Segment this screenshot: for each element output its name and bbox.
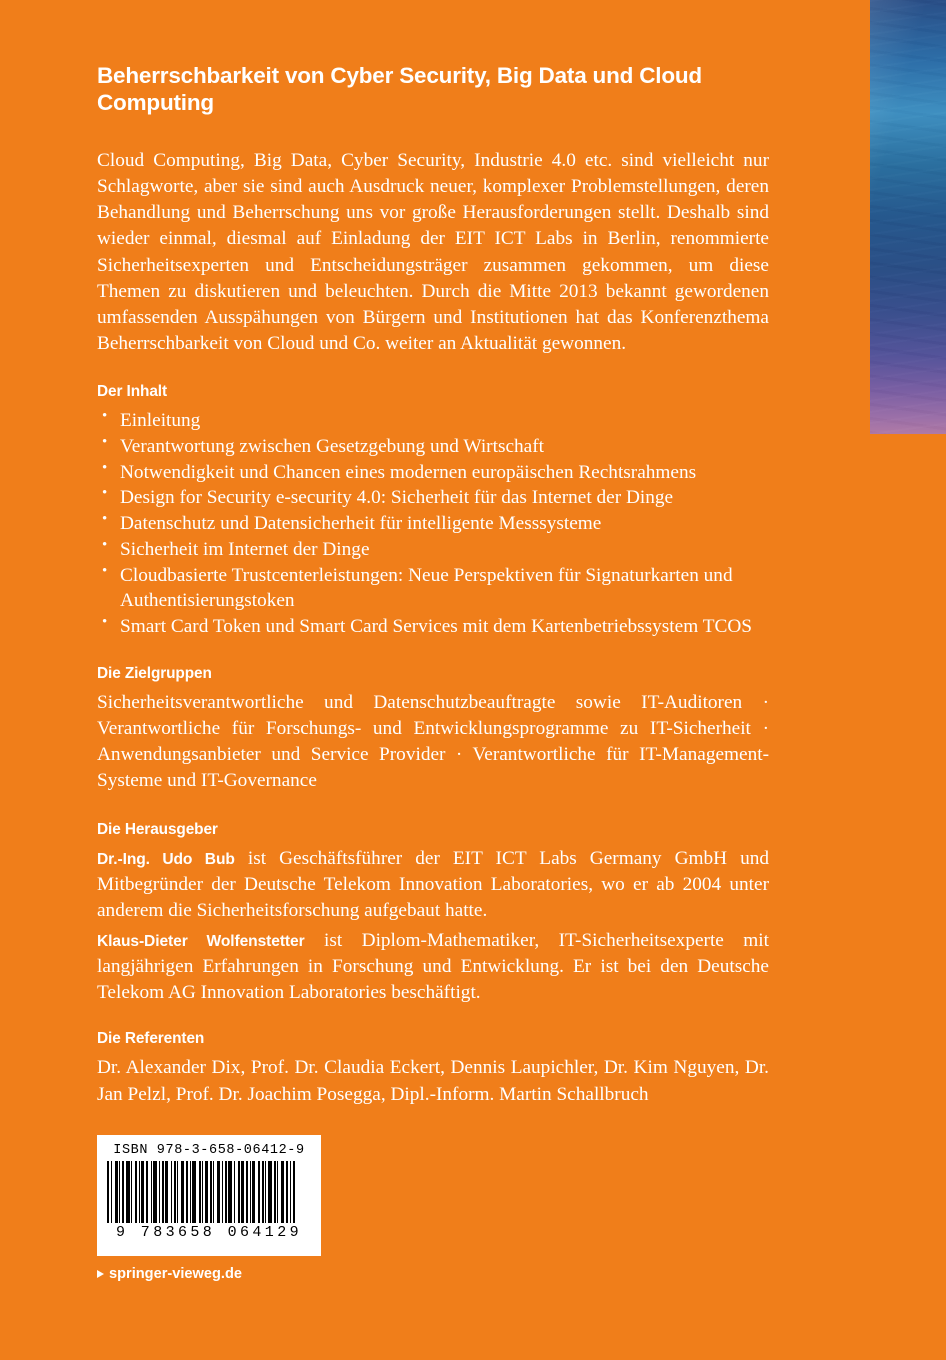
list-item: • Sicherheit im Internet der Dinge <box>97 537 769 562</box>
cover-spine-artwork <box>870 0 946 434</box>
list-item: • Notwendigkeit und Chancen eines modernen europäischen Rechtsrahmens <box>97 460 769 485</box>
list-item: • Datenschutz und Datensicherheit für intelligente Messsysteme <box>97 511 769 536</box>
contents-list <box>97 408 769 639</box>
triangle-icon <box>97 1270 104 1278</box>
editor-bio: ist Geschäftsführer der EIT ICT Labs Germany GmbH und Mitbegründer der Deutsche Telekom Innovation Laboratories, wo er ab 2004 unter anderem die Sicherheitsforschung aufgebaut hatte. <box>97 847 770 921</box>
section-heading-editors: Die Herausgeber <box>97 820 218 838</box>
list-item: • Einleitung <box>97 408 769 433</box>
barcode-digits: 9 783658 064129 <box>115 1224 303 1241</box>
audience-text: Sicherheitsverantwortliche und Datenschutzbeauftragte sowie IT-Auditoren · Verantwortliche für Forschungs- und Entwicklungsprogramme zu IT-Sicherheit · Anwendungsanbieter und Service Provider · Verantwortliche für IT-Management-Systeme und IT-Governance <box>97 692 769 792</box>
editor-name: Dr.-Ing. Udo Bub <box>97 850 235 868</box>
list-item: • Design for Security e-security 4.0: Sicherheit für das Internet der Dinge <box>97 485 769 510</box>
book-title: Beherrschbarkeit von Cyber Security, Big Data und Cloud Computing <box>97 63 702 115</box>
publisher-name: springer-vieweg.de <box>109 1266 243 1282</box>
isbn-label: ISBN 978-3-658-06412-9 <box>113 1143 305 1158</box>
section-heading-speakers: Die Referenten <box>97 1030 205 1048</box>
publisher-logo[interactable] <box>97 1266 242 1282</box>
editor-entry <box>97 846 769 924</box>
editor-bio: ist Diplom-Mathematiker, IT-Sicherheitsexperte mit langjährigen Erfahrungen in Forschung und Entwicklung. Er ist bei den Deutsche Telekom AG Innovation Laboratories beschäftigt. <box>97 930 769 1004</box>
section-heading-contents: Der Inhalt <box>97 383 167 401</box>
list-item: • Smart Card Token und Smart Card Services mit dem Kartenbetriebssystem TCOS <box>97 614 769 639</box>
isbn-barcode <box>97 1135 321 1256</box>
list-item: • Verantwortung zwischen Gesetzgebung und Wirtschaft <box>97 434 769 459</box>
list-item: • Cloudbasierte Trustcenterleistungen: Neue Perspektiven für Signaturkarten und Authentisierungstoken <box>97 563 769 614</box>
editor-name: Klaus-Dieter Wolfenstetter <box>97 933 305 950</box>
back-cover-text-column <box>97 62 769 1134</box>
book-blurb: Cloud Computing, Big Data, Cyber Security, Industrie 4.0 etc. sind vielleicht nur Schlagworte, aber sie sind auch Ausdruck neuer, komplexer Problemstellungen, deren Behandlung und Beherrschung uns vor große Herausforderungen stellt. Deshalb sind wieder einmal, diesmal auf Einladung der EIT ICT Labs in Berlin, renommierte Sicherheitsexperten und Entscheidungsträger zusammen gekommen, um diese Themen zu diskutieren und beleuchten. Durch die Mitte 2013 bekannt gewordenen umfassenden Ausspähungen von Bürgern und Institutionen hat das Konferenzthema Beherrschbarkeit von Cloud und Co. weiter an Aktualität gewonnen. <box>97 150 769 354</box>
speakers-text: Dr. Alexander Dix, Prof. Dr. Claudia Eckert, Dennis Laupichler, Dr. Kim Nguyen, Dr. Jan Pelzl, Prof. Dr. Joachim Posegga, Dipl.-Inform. Martin Schallbruch <box>97 1057 769 1105</box>
section-heading-audience: Die Zielgruppen <box>97 665 212 683</box>
editor-entry <box>97 928 769 1006</box>
barcode-bars <box>107 1161 311 1223</box>
